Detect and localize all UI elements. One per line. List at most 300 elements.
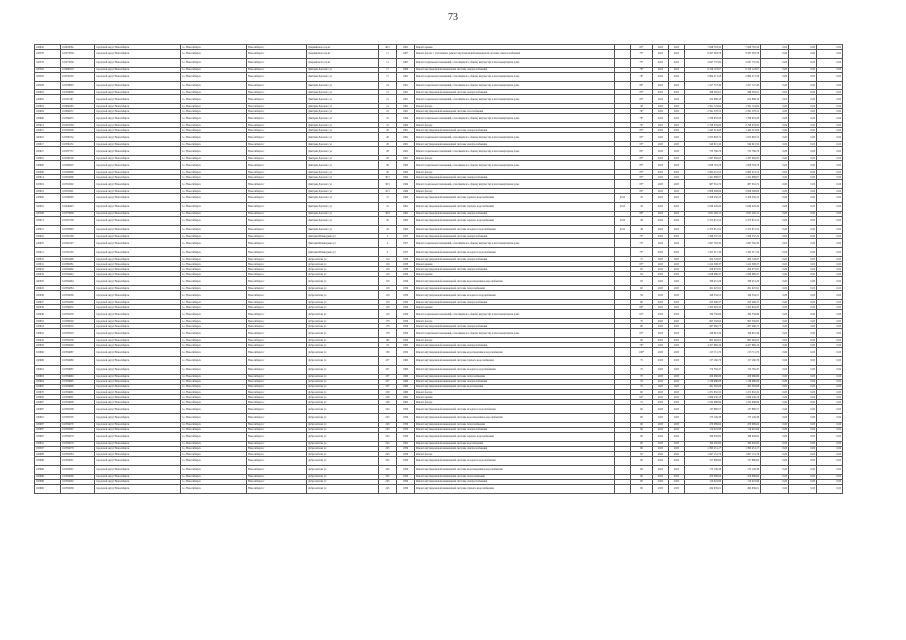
- street-cell: Дзержинского пр-кт: [307, 58, 379, 67]
- settlement-cell: Новосибирск г: [247, 225, 307, 234]
- wear-percent-cell: 83*: [631, 189, 653, 194]
- table-row: [35, 465, 843, 474]
- house-number-cell: 30/3: [379, 211, 397, 216]
- row-id-cell: 100688: [35, 474, 61, 479]
- plan-year-end-cell: 2025: [669, 427, 685, 432]
- cost-owners-cell: 0,00: [817, 329, 843, 338]
- plan-year-end-cell: 2025: [669, 479, 685, 484]
- settlement-cell: Новосибирск г: [247, 211, 307, 216]
- plan-year-end-cell: 2025: [669, 156, 685, 161]
- row-id-cell: 100627: [35, 147, 61, 156]
- cost-total-cell: 586 565,61: [685, 90, 723, 95]
- cost-fund-cell: 1 412 598,37: [723, 262, 761, 267]
- plan-year-start-cell: 2025: [653, 189, 669, 194]
- cost-total-cell: 2 591 378,12: [685, 109, 723, 114]
- house-code-cell: 110584579: [61, 433, 95, 442]
- cost-local-cell: 0,00: [789, 427, 817, 432]
- plan-year-start-cell: 2025: [653, 422, 669, 427]
- settlement-cell: Новосибирск г: [247, 262, 307, 267]
- build-year-cell: 1959: [397, 414, 415, 423]
- wear-percent-cell: 65: [631, 267, 653, 272]
- work-type-cell: Ремонт внутридомовой инженерной системы горячего водоснабжения: [415, 202, 615, 211]
- cost-owners-cell: 0,00: [817, 465, 843, 474]
- plan-year-start-cell: 2025: [653, 374, 669, 379]
- work-type-cell: Ремонт внутридомовой инженерной системы электроснабжения: [415, 211, 615, 216]
- cost-owners-cell: 0,00: [817, 211, 843, 216]
- plan-year-start-cell: 2025: [653, 147, 669, 156]
- house-code-cell: 110584691: [61, 389, 95, 394]
- row-id-cell: 100645: [35, 286, 61, 291]
- work-type-cell: Ремонт фасада: [415, 389, 615, 394]
- cost-regional-cell: 0,00: [761, 389, 789, 394]
- plan-year-start-cell: 2025: [653, 457, 669, 466]
- district-cell: городской округ Новосибирск: [95, 329, 181, 338]
- cost-regional-cell: 0,00: [761, 170, 789, 175]
- wear-percent-cell: 80: [631, 446, 653, 451]
- district-cell: городской округ Новосибирск: [95, 343, 181, 348]
- cost-regional-cell: 0,00: [761, 180, 789, 189]
- cost-total-cell: 905 556,93: [685, 319, 723, 324]
- house-number-cell: 26: [379, 133, 397, 142]
- cost-fund-cell: 137 880,57: [723, 405, 761, 414]
- city-cell: г.о. Новосибирск: [181, 67, 247, 72]
- plan-year-start-cell: 2025: [653, 465, 669, 474]
- house-number-cell: 30/1: [379, 175, 397, 180]
- work-type-cell: Ремонт внутридомовой инженерной системы горячего водоснабжения: [415, 433, 615, 442]
- city-cell: г.о. Новосибирск: [181, 452, 247, 457]
- plan-year-start-cell: 2025: [653, 239, 669, 248]
- cost-regional-cell: 0,00: [761, 216, 789, 225]
- prev-repair-year-cell: [615, 277, 631, 286]
- house-code-cell: 110579666: [61, 211, 95, 216]
- cost-local-cell: 0,00: [789, 262, 817, 267]
- work-type-cell: Ремонт фасада: [415, 104, 615, 109]
- plan-year-end-cell: 2025: [669, 433, 685, 442]
- plan-year-end-cell: 2025: [669, 90, 685, 95]
- build-year-cell: 1967: [397, 50, 415, 59]
- cost-fund-cell: 2 636 229,29: [723, 202, 761, 211]
- plan-year-start-cell: 2025: [653, 156, 669, 161]
- work-type-cell: Ремонт внутридомовой инженерной системы холодного водоснабжения: [415, 365, 615, 374]
- settlement-cell: Новосибирск г: [247, 365, 307, 374]
- settlement-cell: Новосибирск г: [247, 109, 307, 114]
- plan-year-start-cell: 2025: [653, 291, 669, 300]
- prev-repair-year-cell: [615, 72, 631, 81]
- prev-repair-year-cell: [615, 147, 631, 156]
- settlement-cell: Новосибирск г: [247, 90, 307, 95]
- cost-regional-cell: 0,00: [761, 414, 789, 423]
- settlement-cell: Новосибирск г: [247, 58, 307, 67]
- row-id-cell: 100690: [35, 484, 61, 493]
- city-cell: г.о. Новосибирск: [181, 465, 247, 474]
- cost-total-cell: 287 266,75: [685, 324, 723, 329]
- cost-local-cell: 0,00: [789, 133, 817, 142]
- street-cell: Дмитрия Донского ул: [307, 175, 379, 180]
- cost-total-cell: 194 450,82: [685, 441, 723, 446]
- cost-regional-cell: 0,00: [761, 234, 789, 239]
- cost-local-cell: 0,00: [789, 114, 817, 123]
- settlement-cell: Новосибирск г: [247, 123, 307, 128]
- city-cell: г.о. Новосибирск: [181, 142, 247, 147]
- row-id-cell: 100658: [35, 343, 61, 348]
- build-year-cell: 1963: [397, 343, 415, 348]
- wear-percent-cell: 75: [631, 400, 653, 405]
- plan-year-start-cell: 2025: [653, 324, 669, 329]
- city-cell: г.о. Новосибирск: [181, 433, 247, 442]
- prev-repair-year-cell: [615, 50, 631, 59]
- plan-year-end-cell: 2025: [669, 457, 685, 466]
- wear-percent-cell: 49: [631, 216, 653, 225]
- house-number-cell: 116: [379, 262, 397, 267]
- city-cell: г.о. Новосибирск: [181, 239, 247, 248]
- cost-fund-cell: 174 782,47: [723, 365, 761, 374]
- build-year-cell: 1960: [397, 384, 415, 389]
- house-number-cell: 239: [379, 400, 397, 405]
- work-type-cell: Ремонт внутридомовой инженерной системы водоотведения: [415, 441, 615, 446]
- build-year-cell: 1961: [397, 128, 415, 133]
- plan-year-end-cell: 2025: [669, 267, 685, 272]
- house-number-cell: 30/1: [379, 180, 397, 189]
- house-number-cell: 30: [379, 161, 397, 170]
- cost-owners-cell: 0,00: [817, 123, 843, 128]
- cost-total-cell: 2 456 250,23: [685, 194, 723, 203]
- plan-year-start-cell: 2025: [653, 484, 669, 493]
- street-cell: Дмитрия Донского ул: [307, 67, 379, 72]
- wear-percent-cell: 83*: [631, 170, 653, 175]
- plan-year-start-cell: 2025: [653, 123, 669, 128]
- build-year-cell: 1959: [397, 348, 415, 357]
- wear-percent-cell: 60: [631, 441, 653, 446]
- build-year-cell: 1961: [397, 72, 415, 81]
- build-year-cell: 1959: [397, 465, 415, 474]
- row-id-cell: 100603: [35, 90, 61, 95]
- house-number-cell: 237: [379, 384, 397, 389]
- plan-year-start-cell: 2025: [653, 427, 669, 432]
- settlement-cell: Новосибирск г: [247, 484, 307, 493]
- district-cell: городской округ Новосибирск: [95, 484, 181, 493]
- plan-year-end-cell: 2025: [669, 114, 685, 123]
- row-id-cell: 100632: [35, 257, 61, 262]
- house-code-cell: 110587737: [61, 147, 95, 156]
- city-cell: г.о. Новосибирск: [181, 374, 247, 379]
- street-cell: Дмитрия Донского ул: [307, 194, 379, 203]
- plan-year-start-cell: 2025: [653, 225, 669, 234]
- district-cell: городской округ Новосибирск: [95, 267, 181, 272]
- cost-local-cell: 0,00: [789, 338, 817, 343]
- settlement-cell: Новосибирск г: [247, 400, 307, 405]
- cost-regional-cell: 0,00: [761, 156, 789, 161]
- city-cell: г.о. Новосибирск: [181, 365, 247, 374]
- build-year-cell: 1961: [397, 104, 415, 109]
- plan-year-end-cell: 2025: [669, 452, 685, 457]
- wear-percent-cell: 49: [631, 225, 653, 234]
- row-id-cell: 100578: [35, 50, 61, 59]
- city-cell: г.о. Новосибирск: [181, 479, 247, 484]
- cost-local-cell: 0,00: [789, 474, 817, 479]
- wear-percent-cell: 75*: [631, 58, 653, 67]
- cost-owners-cell: 0,00: [817, 348, 843, 357]
- city-cell: г.о. Новосибирск: [181, 348, 247, 357]
- row-id-cell: 100687: [35, 427, 61, 432]
- work-type-cell: Ремонт фасада: [415, 156, 615, 161]
- cost-owners-cell: 0,00: [817, 374, 843, 379]
- work-type-cell: Ремонт подвальных помещений, относящихся к общему имуществу в многоквартирном доме: [415, 310, 615, 319]
- prev-repair-year-cell: 2013: [615, 194, 631, 203]
- house-code-cell: 110558603: [61, 81, 95, 90]
- cost-fund-cell: 1 453 604,35: [723, 305, 761, 310]
- district-cell: городской округ Новосибирск: [95, 202, 181, 211]
- cost-local-cell: 0,00: [789, 300, 817, 305]
- cost-regional-cell: 0,00: [761, 175, 789, 180]
- cost-owners-cell: 0,00: [817, 474, 843, 479]
- wear-percent-cell: 75: [631, 257, 653, 262]
- street-cell: Добролюбова ул: [307, 400, 379, 405]
- street-cell: Добролюбова ул: [307, 286, 379, 291]
- cost-local-cell: 0,00: [789, 305, 817, 310]
- house-number-cell: 45: [379, 216, 397, 225]
- plan-year-end-cell: 2025: [669, 405, 685, 414]
- house-code-cell: 110585993: [61, 225, 95, 234]
- row-id-cell: 100615: [35, 225, 61, 234]
- house-code-cell: 110680520: [61, 67, 95, 72]
- wear-percent-cell: 63: [631, 277, 653, 286]
- settlement-cell: Новосибирск г: [247, 114, 307, 123]
- row-id-cell: 100592: [35, 72, 61, 81]
- cost-owners-cell: 0,00: [817, 267, 843, 272]
- cost-regional-cell: 0,00: [761, 374, 789, 379]
- cost-fund-cell: 885 462,03: [723, 338, 761, 343]
- street-cell: Добролюбова ул: [307, 389, 379, 394]
- city-cell: г.о. Новосибирск: [181, 225, 247, 234]
- settlement-cell: Новосибирск г: [247, 433, 307, 442]
- city-cell: г.о. Новосибирск: [181, 357, 247, 366]
- cost-total-cell: 1 393 451,17: [685, 446, 723, 451]
- plan-year-start-cell: 2025: [653, 133, 669, 142]
- cost-fund-cell: 1 066 230,18: [723, 395, 761, 400]
- row-id-cell: 100687: [35, 400, 61, 405]
- settlement-cell: Новосибирск г: [247, 286, 307, 291]
- wear-percent-cell: 70: [631, 365, 653, 374]
- work-type-cell: Ремонт внутридомовой инженерной системы теплоснабжения: [415, 374, 615, 379]
- row-id-cell: 100664: [35, 379, 61, 384]
- house-number-cell: 40/1: [379, 45, 397, 50]
- cost-regional-cell: 0,00: [761, 365, 789, 374]
- prev-repair-year-cell: [615, 465, 631, 474]
- cost-owners-cell: 0,00: [817, 248, 843, 257]
- cost-owners-cell: 0,00: [817, 50, 843, 59]
- work-type-cell: Ремонт внутридомовой инженерной системы водоотведения и водоснабжения: [415, 277, 615, 286]
- house-code-cell: 110585450: [61, 310, 95, 319]
- plan-year-end-cell: 2025: [669, 474, 685, 479]
- city-cell: г.о. Новосибирск: [181, 319, 247, 324]
- cost-fund-cell: 1 997 762,30: [723, 239, 761, 248]
- settlement-cell: Новосибирск г: [247, 189, 307, 194]
- cost-regional-cell: 0,00: [761, 142, 789, 147]
- cost-local-cell: 0,00: [789, 277, 817, 286]
- wear-percent-cell: 60: [631, 422, 653, 427]
- build-year-cell: 1959: [397, 305, 415, 310]
- row-id-cell: 100654: [35, 324, 61, 329]
- prev-repair-year-cell: [615, 414, 631, 423]
- cost-regional-cell: 0,00: [761, 484, 789, 493]
- house-number-cell: 30: [379, 170, 397, 175]
- cost-local-cell: 0,00: [789, 457, 817, 466]
- house-code-cell: 110586709: [61, 156, 95, 161]
- build-year-cell: 1961: [397, 202, 415, 211]
- work-type-cell: Ремонт подвальных помещений, относящихся к общему имуществу в многоквартирном доме: [415, 114, 615, 123]
- cost-local-cell: 0,00: [789, 433, 817, 442]
- plan-year-end-cell: 2025: [669, 374, 685, 379]
- cost-fund-cell: 1 598 537,22: [723, 234, 761, 239]
- cost-total-cell: 885 462,03: [685, 338, 723, 343]
- settlement-cell: Новосибирск г: [247, 414, 307, 423]
- plan-year-start-cell: 2025: [653, 479, 669, 484]
- cost-fund-cell: 470 089,64: [723, 422, 761, 427]
- row-id-cell: 100688: [35, 452, 61, 457]
- house-number-cell: 243: [379, 441, 397, 446]
- settlement-cell: Новосибирск г: [247, 465, 307, 474]
- build-year-cell: 1963: [397, 161, 415, 170]
- house-number-cell: 4: [379, 248, 397, 257]
- plan-year-start-cell: 2025: [653, 67, 669, 72]
- cost-total-cell: 1 667 151,76: [685, 452, 723, 457]
- house-number-cell: 118: [379, 291, 397, 300]
- settlement-cell: Новосибирск г: [247, 161, 307, 170]
- cost-local-cell: 0,00: [789, 446, 817, 451]
- street-cell: Дмитрия Донского ул: [307, 133, 379, 142]
- street-cell: Добролюбова ул: [307, 427, 379, 432]
- wear-percent-cell: 60: [631, 389, 653, 394]
- city-cell: г.о. Новосибирск: [181, 133, 247, 142]
- house-number-cell: 11: [379, 50, 397, 59]
- cost-owners-cell: 0,00: [817, 58, 843, 67]
- plan-year-end-cell: 2025: [669, 180, 685, 189]
- row-id-cell: 100637: [35, 300, 61, 305]
- cost-total-cell: 1 055 993,72: [685, 133, 723, 142]
- cost-local-cell: 0,00: [789, 248, 817, 257]
- settlement-cell: Новосибирск г: [247, 395, 307, 400]
- plan-year-end-cell: 2025: [669, 384, 685, 389]
- row-id-cell: 100625: [35, 239, 61, 248]
- city-cell: г.о. Новосибирск: [181, 422, 247, 427]
- plan-year-end-cell: 2025: [669, 379, 685, 384]
- house-number-cell: 41: [379, 202, 397, 211]
- cost-fund-cell: 1 421 988,07: [723, 175, 761, 180]
- cost-total-cell: 1 066 230,18: [685, 395, 723, 400]
- plan-year-end-cell: 2025: [669, 104, 685, 109]
- street-cell: Добролюбова ул: [307, 474, 379, 479]
- wear-percent-cell: 60: [631, 465, 653, 474]
- cost-owners-cell: 0,00: [817, 133, 843, 142]
- settlement-cell: Новосибирск г: [247, 104, 307, 109]
- plan-year-start-cell: 2025: [653, 50, 669, 59]
- plan-year-end-cell: 2025: [669, 170, 685, 175]
- city-cell: г.о. Новосибирск: [181, 234, 247, 239]
- street-cell: Дзержинского пр-кт: [307, 50, 379, 59]
- work-type-cell: Ремонт фасада с утеплением, ремонт внутридомовой инженерной системы электроснабжения: [415, 50, 615, 59]
- wear-percent-cell: 83*: [631, 180, 653, 189]
- cost-regional-cell: 0,00: [761, 379, 789, 384]
- district-cell: городской округ Новосибирск: [95, 161, 181, 170]
- settlement-cell: Новосибирск г: [247, 239, 307, 248]
- plan-year-end-cell: 2025: [669, 50, 685, 59]
- work-type-cell: Ремонт внутридомовой инженерной системы электроснабжения: [415, 479, 615, 484]
- city-cell: г.о. Новосибирск: [181, 400, 247, 405]
- district-cell: городской округ Новосибирск: [95, 286, 181, 291]
- work-type-cell: Ремонт внутридомовой инженерной системы холодного водоснабжения: [415, 291, 615, 300]
- row-id-cell: 100606: [35, 114, 61, 123]
- row-id-cell: 100688: [35, 465, 61, 474]
- cost-owners-cell: 0,00: [817, 319, 843, 324]
- cost-total-cell: 4 457 669,19: [685, 343, 723, 348]
- cost-fund-cell: 253 296,37: [723, 300, 761, 305]
- work-type-cell: Ремонт подвальных помещений, относящихся к общему имуществу в многоквартирном доме: [415, 133, 615, 142]
- city-cell: г.о. Новосибирск: [181, 257, 247, 262]
- house-code-cell: 110666265: [61, 104, 95, 109]
- build-year-cell: 1959: [397, 479, 415, 484]
- cost-total-cell: 451 025,91: [685, 286, 723, 291]
- house-code-cell: 110375039: [61, 50, 95, 59]
- cost-owners-cell: 0,00: [817, 300, 843, 305]
- house-number-cell: 178: [379, 329, 397, 338]
- cost-regional-cell: 0,00: [761, 395, 789, 400]
- street-cell: Добролюбова ул: [307, 329, 379, 338]
- row-id-cell: 100685: [35, 395, 61, 400]
- cost-fund-cell: 196 334,51: [723, 291, 761, 300]
- wear-percent-cell: 83*: [631, 90, 653, 95]
- row-id-cell: 100687: [35, 422, 61, 427]
- cost-fund-cell: 987 561,74: [723, 180, 761, 189]
- plan-year-start-cell: 2025: [653, 267, 669, 272]
- prev-repair-year-cell: [615, 310, 631, 319]
- plan-year-end-cell: 2025: [669, 441, 685, 446]
- district-cell: городской округ Новосибирск: [95, 234, 181, 239]
- street-cell: Добролюбова ул: [307, 365, 379, 374]
- work-type-cell: Ремонт внутридомовой инженерной системы электроснабжения: [415, 343, 615, 348]
- house-number-cell: 25: [379, 123, 397, 128]
- district-cell: городской округ Новосибирск: [95, 310, 181, 319]
- row-id-cell: 100606: [35, 161, 61, 170]
- cost-local-cell: 0,00: [789, 234, 817, 239]
- row-id-cell: 100635: [35, 277, 61, 286]
- city-cell: г.о. Новосибирск: [181, 95, 247, 104]
- row-id-cell: 100608: [35, 170, 61, 175]
- house-number-cell: 17: [379, 72, 397, 81]
- district-cell: городской округ Новосибирск: [95, 72, 181, 81]
- cost-regional-cell: 0,00: [761, 248, 789, 257]
- build-year-cell: 1959: [397, 427, 415, 432]
- plan-year-end-cell: 2025: [669, 202, 685, 211]
- row-id-cell: 100652: [35, 441, 61, 446]
- district-cell: городской округ Новосибирск: [95, 422, 181, 427]
- work-type-cell: Ремонт фасада: [415, 400, 615, 405]
- cost-owners-cell: 0,00: [817, 405, 843, 414]
- table-row: [35, 405, 843, 414]
- cost-local-cell: 0,00: [789, 239, 817, 248]
- work-type-cell: Ремонт внутридомовой инженерной системы горячего водоснабжения: [415, 194, 615, 203]
- city-cell: г.о. Новосибирск: [181, 114, 247, 123]
- cost-total-cell: 1 997 762,30: [685, 239, 723, 248]
- plan-year-end-cell: 2025: [669, 329, 685, 338]
- cost-regional-cell: 0,00: [761, 324, 789, 329]
- row-id-cell: 100616: [35, 133, 61, 142]
- build-year-cell: 1959: [397, 310, 415, 319]
- house-number-cell: 118: [379, 277, 397, 286]
- cost-total-cell: 1 008 763,78: [685, 161, 723, 170]
- work-type-cell: Ремонт внутридомовой инженерной системы холодного водоснабжения: [415, 405, 615, 414]
- plan-year-end-cell: 2025: [669, 225, 685, 234]
- city-cell: г.о. Новосибирск: [181, 58, 247, 67]
